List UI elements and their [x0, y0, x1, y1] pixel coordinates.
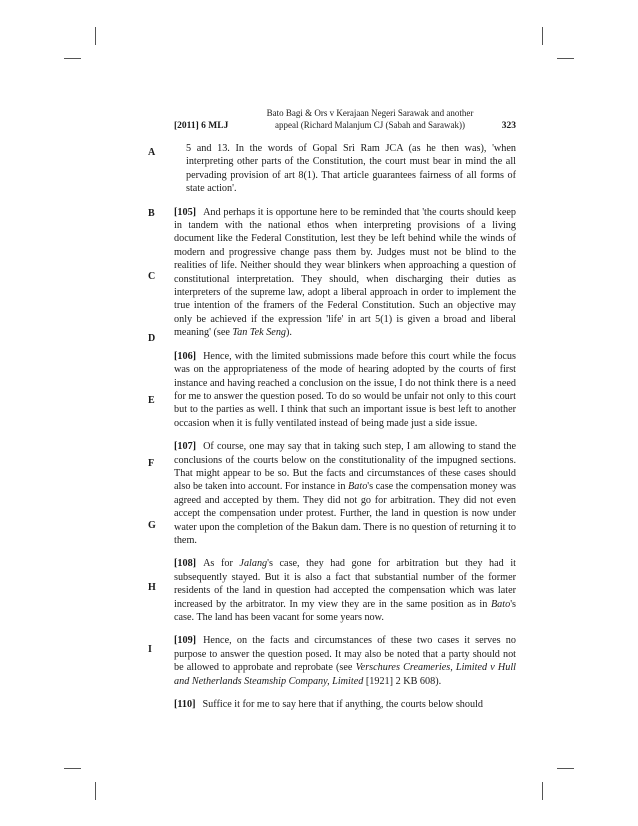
paragraph-text: 's case, they had gone for arbitration but they had it subsequently stayed. But it is also a fact that substantial number of the former residents of the land in question had accepted the compensation which was later increased by the arbitrator. In my view they are in the same position as in — [174, 558, 516, 610]
paragraph-number: [108] — [174, 558, 197, 570]
paragraph-number: [105] — [174, 206, 197, 218]
paragraph-text: Hence, with the limited submissions made before this court while the focus was on the appropriateness of the mode of hearing adopted by the courts of first instance and having reached a conclusion on the issue, I do not think there is a need for me to answer the question posed. To do so would be unfair not only to this court but to the parties as well. I think that such an important issue is best left to another occasion when it is fully ventilated instead of being made just a side issue. — [174, 350, 516, 429]
paragraph-105 — [174, 206, 516, 340]
header-page-number: 323 — [501, 121, 516, 131]
paragraph-108 — [174, 557, 516, 624]
paragraph-number: [109] — [174, 635, 197, 647]
crop-mark — [95, 27, 96, 45]
paragraph-text: Of course, one may say that in taking such step, I am allowing to stand the conclusions of the courts below on the constitutionality of the impugned sections. That might appear to be so. But the facts and circumstances of these cases should also be taken into account. For instance in — [174, 441, 516, 493]
case-name: Bato — [348, 481, 368, 493]
paragraph-number: [106] — [174, 350, 197, 362]
paragraph-text: ). — [286, 327, 292, 339]
crop-mark — [64, 768, 81, 769]
judgment-body — [174, 142, 516, 721]
paragraph-text: 's case the compensation money was agreed and accepted by them. They did not go for arbitration. They did not even accept the compensation under protest. Further, the land in question is now under water upon the completion of the Bakun dam. There is no question of returning it to them. — [174, 481, 516, 546]
paragraph-text: Hence, on the facts and circumstances of these two cases it serves no purpose to answer the question posed. It may also be noted that a party should not be allowed to approbate and reprobate (see — [174, 635, 516, 674]
crop-mark — [64, 58, 81, 59]
paragraph-109 — [174, 634, 516, 688]
margin-letter-d: D — [148, 333, 156, 344]
margin-letter-b: B — [148, 208, 155, 219]
case-name: Tan Tek Seng — [232, 327, 287, 339]
paragraph-text: [1921] 2 KB 608). — [363, 675, 442, 687]
paragraph-text: 's case. The land has been vacant for some years now. — [174, 598, 516, 623]
paragraph-text: Suffice it for me to say here that if anything, the courts below should — [202, 699, 483, 711]
paragraph-text: 5 and 13. In the words of Gopal Sri Ram JCA (as he then was), 'when interpreting other parts of the Constitution, the court must bear in mind the all pervading provision of art 8(1). That article guarantees fairness of all forms of state action'. — [186, 143, 516, 195]
header-title-line-1: Bato Bagi & Ors v Kerajaan Negeri Sarawak and another — [266, 108, 474, 118]
crop-mark — [542, 27, 543, 45]
crop-mark — [95, 782, 96, 800]
header-title-line-2: appeal (Richard Malanjum CJ (Sabah and Sarawak)) — [275, 119, 465, 130]
paragraph-number: [110] — [174, 699, 196, 711]
margin-letter-c: C — [148, 271, 156, 282]
case-name: Jalang — [239, 558, 268, 570]
paragraph-number: [107] — [174, 441, 197, 453]
crop-mark — [557, 768, 574, 769]
crop-mark — [557, 58, 574, 59]
crop-mark — [542, 782, 543, 800]
paragraph-106 — [174, 350, 516, 430]
running-header — [174, 108, 516, 134]
margin-letter-e: E — [148, 395, 155, 406]
margin-letter-i: I — [148, 644, 152, 655]
paragraph-continued — [174, 142, 516, 196]
case-name: Bato — [490, 598, 511, 610]
case-name: Verschures Creameries, Limited v Hull and Netherlands Steamship Company, Limited — [174, 662, 516, 687]
margin-letter-h: H — [148, 582, 156, 593]
header-case-title — [250, 108, 490, 131]
paragraph-107 — [174, 440, 516, 547]
paragraph-text: As for — [203, 558, 240, 570]
paragraph-110 — [174, 698, 516, 711]
margin-letter-a: A — [148, 147, 156, 158]
margin-letter-g: G — [148, 520, 156, 531]
paragraph-text: And perhaps it is opportune here to be reminded that 'the courts should keep in tandem with the national ethos when interpreting provisions of a living document like the Federal Constitution, lest they be left behind while the winds of modern and progressive change pass them by. Judges must not be blind to the realities of life. Neither should they wear blinkers when approaching a question of constitutional interpretation. They should, when discharging their duties as interpreters of the supreme law, adopt a liberal approach in order to implement the true intention of the framers of the Federal Constitution. Such an objective may only be achieved if the expression 'life' in art 5(1) is given a broad and liberal meaning' (see — [174, 206, 516, 339]
header-citation: [2011] 6 MLJ — [174, 121, 229, 131]
margin-letter-f: F — [148, 458, 155, 469]
